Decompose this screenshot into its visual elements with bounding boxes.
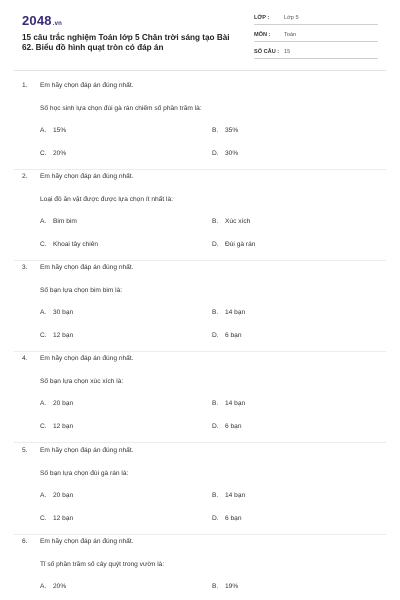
option-b[interactable]: [212, 218, 250, 225]
option-c[interactable]: [40, 150, 66, 157]
question-text: Số bạn lựa chọn bim bim là:: [40, 287, 123, 294]
question-divider: [14, 260, 386, 261]
option-c[interactable]: [40, 241, 98, 248]
option-text: 35%: [225, 127, 239, 134]
meta-count: [254, 47, 378, 59]
option-d[interactable]: [212, 150, 238, 157]
option-letter: A.: [40, 309, 47, 316]
header-divider: [14, 70, 386, 71]
option-text: 6 bạn: [225, 515, 242, 522]
question-text: Số bạn lựa chọn đùi gà rán là:: [40, 470, 129, 477]
option-letter: B.: [212, 309, 219, 316]
option-letter: D.: [212, 241, 219, 248]
option-text: 30 bạn: [53, 309, 74, 316]
question-instruction: Em hãy chọn đáp án đúng nhất.: [40, 538, 134, 545]
logo-main: 2048: [22, 13, 52, 28]
option-letter: C.: [40, 332, 47, 339]
option-d[interactable]: [212, 332, 242, 339]
option-letter: D.: [212, 150, 219, 157]
option-b[interactable]: [212, 309, 245, 316]
question-text: Tỉ số phần trăm số cây quýt trong vườn là:: [40, 561, 165, 568]
option-text: 20%: [53, 583, 67, 590]
meta-subject-value: Toán: [284, 32, 297, 38]
option-text: Khoai tây chiên: [53, 241, 99, 248]
question-divider: [14, 442, 386, 443]
option-letter: D.: [212, 515, 219, 522]
question-instruction: Em hãy chọn đáp án đúng nhất.: [40, 447, 134, 454]
option-d[interactable]: [212, 423, 242, 430]
worksheet-header: [0, 0, 400, 72]
option-text: 20%: [53, 150, 67, 157]
option-text: Xúc xích: [225, 218, 251, 225]
option-letter: A.: [40, 218, 47, 225]
option-letter: A.: [40, 400, 47, 407]
option-letter: A.: [40, 583, 47, 590]
option-a[interactable]: [40, 492, 73, 499]
option-letter: C.: [40, 423, 47, 430]
question-number: 4.: [22, 355, 28, 362]
option-b[interactable]: [212, 583, 238, 590]
option-c[interactable]: [40, 515, 73, 522]
option-text: 14 bạn: [225, 309, 246, 316]
option-a[interactable]: [40, 218, 77, 225]
option-b[interactable]: [212, 127, 238, 134]
question-divider: [14, 351, 386, 352]
option-text: 6 bạn: [225, 332, 242, 339]
worksheet-title: 15 câu trắc nghiệm Toán lớp 5 Chân trời sáng tạo Bài 62. Biểu đồ hình quạt tròn có đáp án: [22, 33, 230, 52]
option-text: 19%: [225, 583, 239, 590]
option-text: 30%: [225, 150, 239, 157]
option-letter: C.: [40, 150, 47, 157]
question-instruction: Em hãy chọn đáp án đúng nhất.: [40, 355, 134, 362]
question-instruction: Em hãy chọn đáp án đúng nhất.: [40, 173, 134, 180]
meta-grade-value: Lớp 5: [284, 15, 299, 21]
question-number: 1.: [22, 82, 28, 89]
option-c[interactable]: [40, 332, 73, 339]
option-a[interactable]: [40, 309, 73, 316]
meta-subject: [254, 30, 378, 42]
option-letter: D.: [212, 332, 219, 339]
option-a[interactable]: [40, 400, 73, 407]
option-b[interactable]: [212, 492, 245, 499]
question-number: 5.: [22, 447, 28, 454]
option-b[interactable]: [212, 400, 245, 407]
option-letter: B.: [212, 400, 219, 407]
option-text: 6 bạn: [225, 423, 242, 430]
option-text: 12 bạn: [53, 423, 74, 430]
meta-count-value: 15: [284, 49, 291, 55]
option-c[interactable]: [40, 423, 73, 430]
meta-count-label: SỐ CÂU :: [254, 49, 280, 55]
option-letter: C.: [40, 515, 47, 522]
question-number: 3.: [22, 264, 28, 271]
option-letter: B.: [212, 127, 219, 134]
option-text: 14 bạn: [225, 400, 246, 407]
option-d[interactable]: [212, 241, 255, 248]
option-text: 15%: [53, 127, 67, 134]
option-letter: C.: [40, 241, 47, 248]
option-text: 20 bạn: [53, 400, 74, 407]
question-text: Loại đồ ăn vặt được được lựa chọn ít nhất là:: [40, 196, 173, 203]
question-number: 2.: [22, 173, 28, 180]
question-text: Số bạn lựa chọn xúc xích là:: [40, 378, 124, 385]
option-text: 14 bạn: [225, 492, 246, 499]
option-letter: A.: [40, 492, 47, 499]
question-divider: [14, 534, 386, 535]
option-d[interactable]: [212, 515, 242, 522]
option-letter: A.: [40, 127, 47, 134]
option-a[interactable]: [40, 583, 66, 590]
question-text: Số học sinh lựa chọn đùi gà rán chiếm số phần trăm là:: [40, 105, 202, 112]
meta-grade-label: LỚP :: [254, 15, 270, 21]
option-letter: D.: [212, 423, 219, 430]
question-instruction: Em hãy chọn đáp án đúng nhất.: [40, 264, 134, 271]
option-text: 20 bạn: [53, 492, 74, 499]
option-a[interactable]: [40, 127, 66, 134]
question-divider: [14, 169, 386, 170]
option-letter: B.: [212, 218, 219, 225]
option-text: 12 bạn: [53, 332, 74, 339]
question-number: 6.: [22, 538, 28, 545]
meta-grade: [254, 13, 378, 25]
meta-subject-label: MÔN :: [254, 32, 271, 38]
option-letter: B.: [212, 492, 219, 499]
site-logo[interactable]: [22, 13, 62, 28]
option-text: Bim bim: [53, 218, 77, 225]
question-instruction: Em hãy chọn đáp án đúng nhất.: [40, 82, 134, 89]
option-letter: B.: [212, 583, 219, 590]
logo-sub: .vn: [52, 21, 63, 27]
option-text: Đùi gà rán: [225, 241, 256, 248]
option-text: 12 bạn: [53, 515, 74, 522]
